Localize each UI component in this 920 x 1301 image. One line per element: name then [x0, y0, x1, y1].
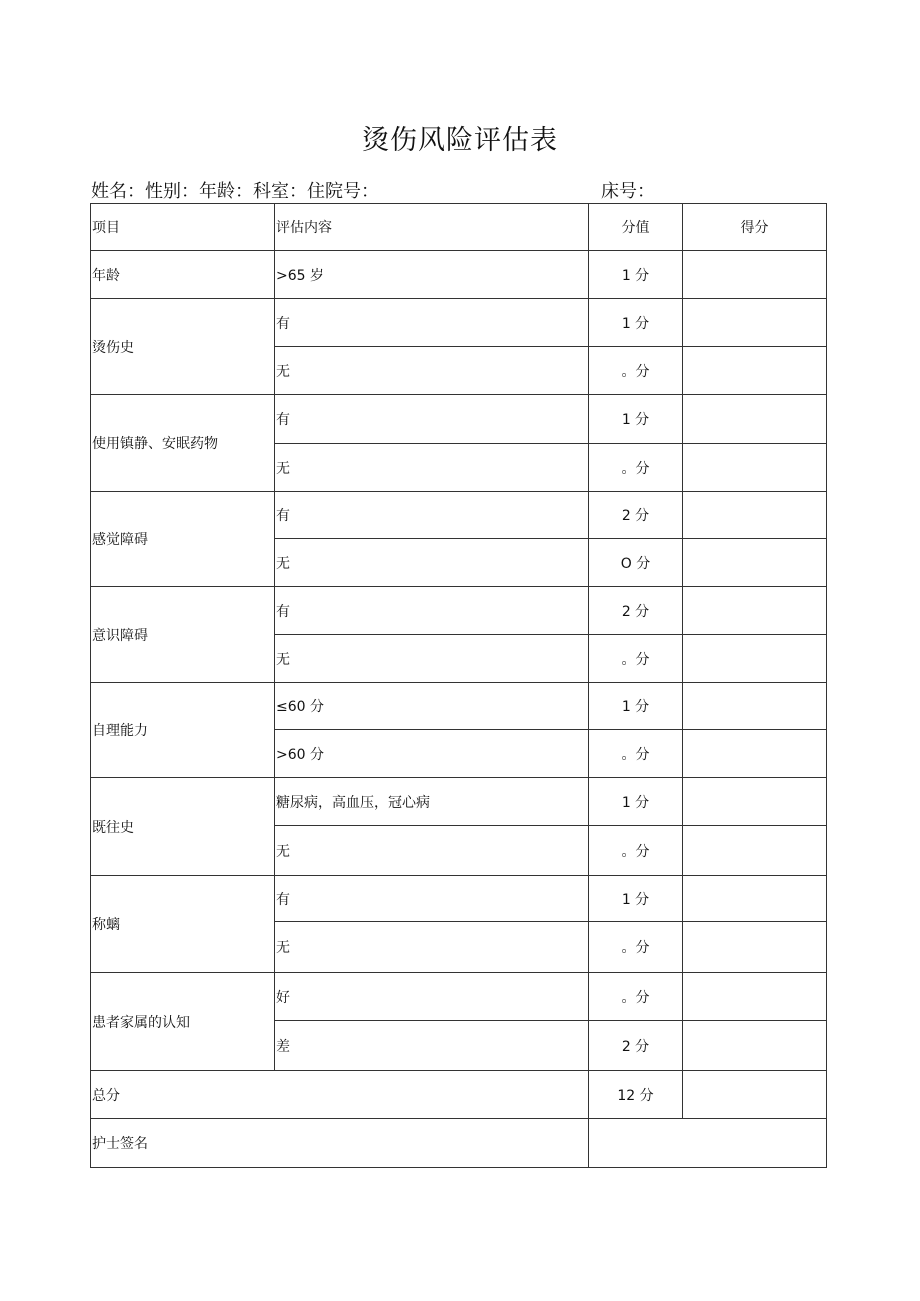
row-label: 称螭 [91, 876, 275, 973]
score-cell[interactable] [683, 826, 827, 876]
score-cell[interactable] [683, 635, 827, 683]
row-content: ≤60 分 [275, 683, 589, 730]
page-title: 烫伤风险评估表 [362, 125, 558, 156]
row-content: 糖尿病，高血压，冠心病 [275, 778, 589, 826]
score-cell[interactable] [683, 444, 827, 492]
score-cell[interactable] [683, 730, 827, 778]
row-value: 。分 [589, 444, 683, 492]
row-value: 2 分 [589, 492, 683, 539]
table-row [91, 683, 827, 730]
row-label: 年龄 [91, 251, 275, 299]
row-content: 无 [275, 444, 589, 492]
row-value: 2 分 [589, 587, 683, 635]
score-cell[interactable] [683, 492, 827, 539]
header-value: 分值 [589, 204, 683, 251]
bed-number-field: 床号： [601, 181, 655, 202]
row-content: 无 [275, 347, 589, 395]
signature-field[interactable] [589, 1119, 827, 1168]
row-content: 有 [275, 587, 589, 635]
row-value: 。分 [589, 922, 683, 973]
total-score-cell[interactable] [683, 1071, 827, 1119]
score-cell[interactable] [683, 973, 827, 1021]
row-value: 。分 [589, 347, 683, 395]
score-cell[interactable] [683, 1021, 827, 1071]
row-label: 既往史 [91, 778, 275, 876]
score-cell[interactable] [683, 876, 827, 922]
table-row [91, 587, 827, 635]
table-header-row [91, 204, 827, 251]
row-value: 1 分 [589, 395, 683, 444]
score-cell[interactable] [683, 539, 827, 587]
patient-info-line [0, 177, 920, 203]
patient-info-fields: 姓名：性别：年龄：科室：住院号： [91, 181, 379, 202]
row-content: 有 [275, 395, 589, 444]
row-label: 意识障碍 [91, 587, 275, 683]
row-value: 。分 [589, 635, 683, 683]
header-item: 项目 [91, 204, 275, 251]
row-label: 自理能力 [91, 683, 275, 778]
table-row [91, 299, 827, 347]
row-value: 。分 [589, 973, 683, 1021]
row-value: 1 分 [589, 683, 683, 730]
row-content: 好 [275, 973, 589, 1021]
row-content: 有 [275, 876, 589, 922]
row-label: 烫伤史 [91, 299, 275, 395]
table-row [91, 778, 827, 826]
row-value: O 分 [589, 539, 683, 587]
row-value: 1 分 [589, 778, 683, 826]
total-label: 总分 [91, 1071, 589, 1119]
row-content: >60 分 [275, 730, 589, 778]
total-value: 12 分 [589, 1071, 683, 1119]
row-value: 1 分 [589, 251, 683, 299]
row-content: 无 [275, 539, 589, 587]
score-cell[interactable] [683, 395, 827, 444]
header-score: 得分 [683, 204, 827, 251]
row-content: 无 [275, 922, 589, 973]
row-label: 患者家属的认知 [91, 973, 275, 1071]
row-content: 无 [275, 826, 589, 876]
row-content: 有 [275, 299, 589, 347]
table-row [91, 876, 827, 922]
row-value: 1 分 [589, 299, 683, 347]
table-row [91, 251, 827, 299]
row-value: 。分 [589, 826, 683, 876]
row-content: 无 [275, 635, 589, 683]
header-content: 评估内容 [275, 204, 589, 251]
row-label: 感觉障碍 [91, 492, 275, 587]
row-value: 1 分 [589, 876, 683, 922]
row-value: 2 分 [589, 1021, 683, 1071]
table-row [91, 973, 827, 1021]
table-row [91, 395, 827, 444]
total-row [91, 1071, 827, 1119]
score-cell[interactable] [683, 251, 827, 299]
signature-label: 护士签名 [91, 1119, 589, 1168]
row-content: 有 [275, 492, 589, 539]
score-cell[interactable] [683, 299, 827, 347]
row-label: 使用镇静、安眠药物 [91, 395, 275, 492]
row-content: >65 岁 [275, 251, 589, 299]
score-cell[interactable] [683, 587, 827, 635]
assessment-table [90, 203, 827, 1168]
score-cell[interactable] [683, 347, 827, 395]
score-cell[interactable] [683, 778, 827, 826]
signature-row [91, 1119, 827, 1168]
row-value: 。分 [589, 730, 683, 778]
score-cell[interactable] [683, 683, 827, 730]
row-content: 差 [275, 1021, 589, 1071]
score-cell[interactable] [683, 922, 827, 973]
table-row [91, 492, 827, 539]
